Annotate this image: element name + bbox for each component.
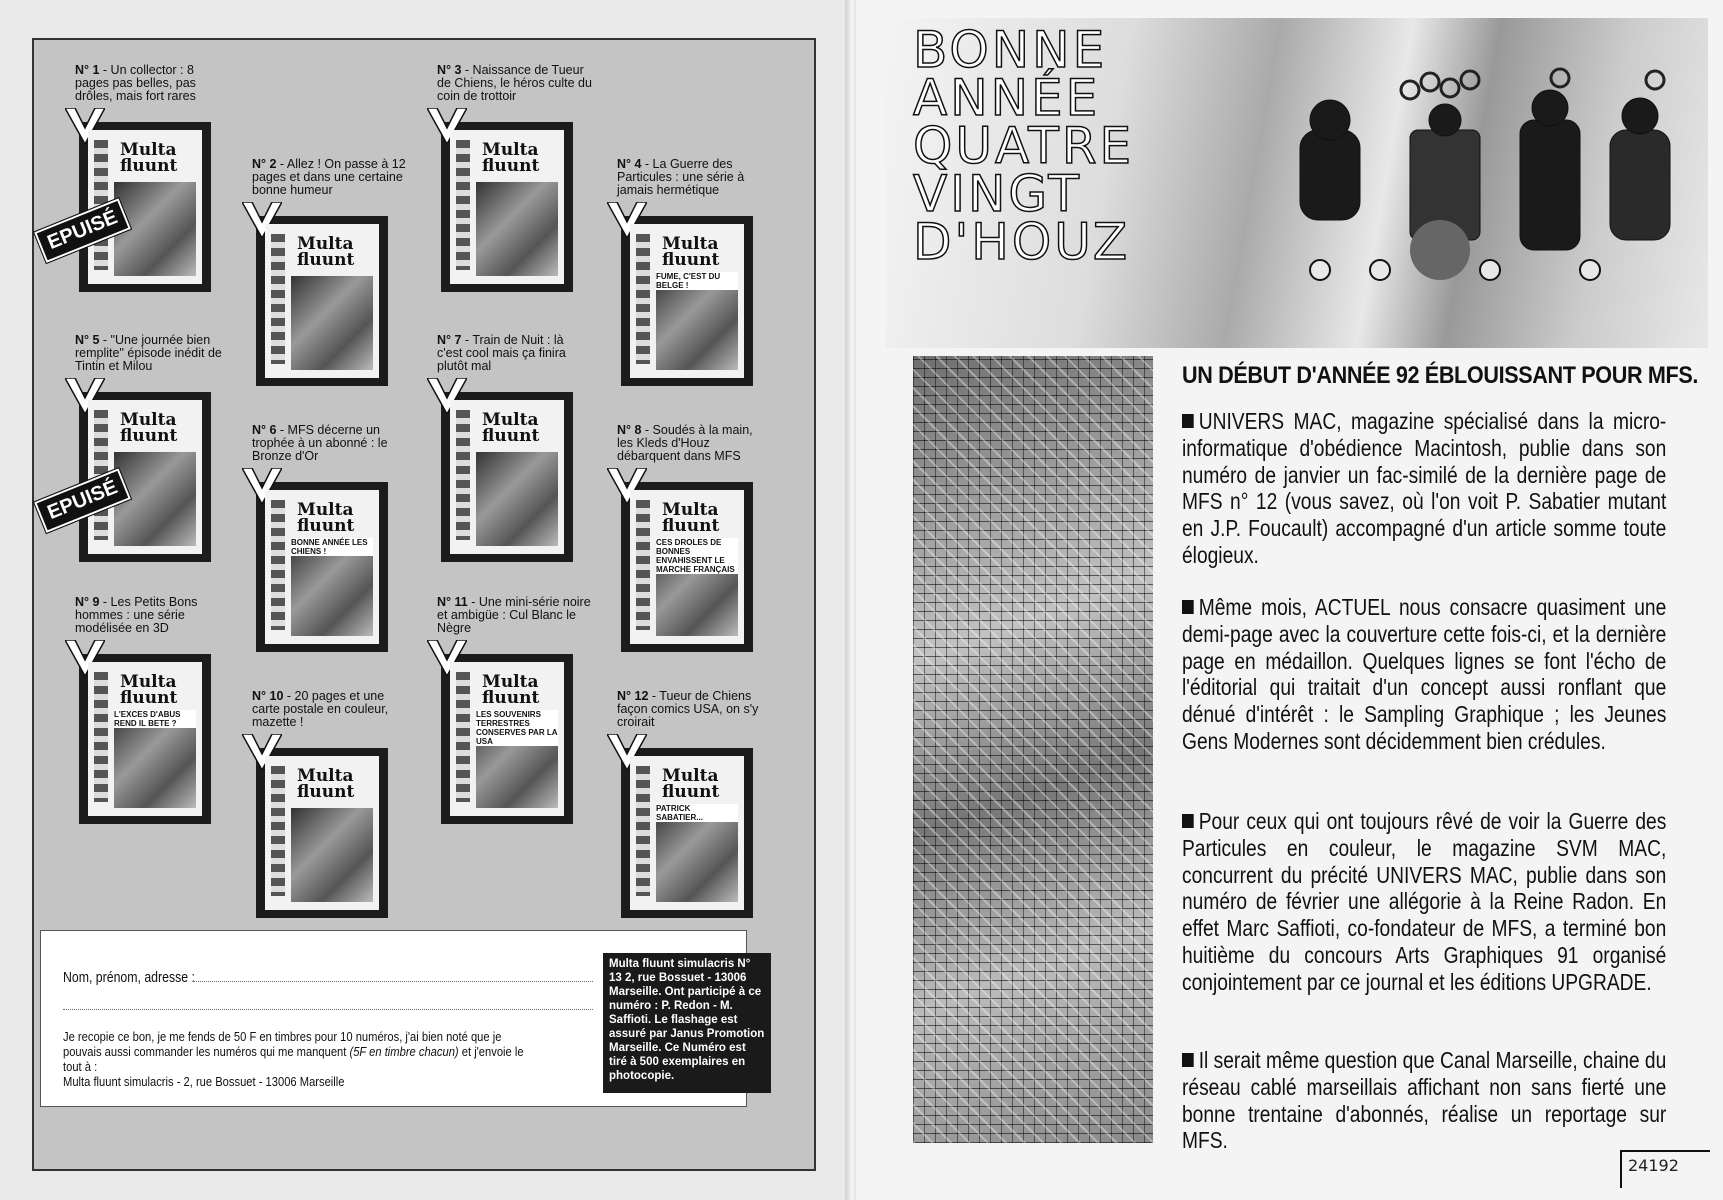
coupon-address-line-2 [63, 1009, 593, 1010]
issue-number: N° 6 [252, 423, 277, 437]
issue-description: - Naissance de Tueur de Chiens, le héros culte du coin de trottoir [437, 63, 592, 103]
cover-logo-line: fluunt [297, 782, 355, 802]
coupon-address-line [193, 981, 593, 982]
cover-logo-line: Multa [120, 410, 177, 430]
cover-logo [120, 142, 198, 174]
header-line: D'HOUZ [913, 213, 1131, 271]
header-line: QUATRE [913, 117, 1135, 175]
cover-logo-line: fluunt [482, 426, 540, 446]
texture-image [913, 356, 1153, 1143]
cover-logo-line: fluunt [482, 688, 540, 708]
cover-sidebar [456, 410, 470, 540]
cover-logo-line: fluunt [482, 156, 540, 176]
issue-caption [252, 158, 407, 197]
paragraph-text: UNIVERS MAC, magazine spécialisé dans la micro-informatique d'obédience Macintosh, publie dans son numéro de janvier un fac-similé de la dernière page de MFS n° 12 (vous savez, où l'on voit P. Sabatier mutant en J.P. Foucault) accompagné d'un article somme toute élogieux. [1182, 408, 1667, 568]
cover-logo [297, 502, 375, 534]
cover-page [450, 400, 564, 554]
cover-sidebar [636, 766, 650, 896]
coupon-body-text-2: et j'envoie le tout à : [63, 1044, 524, 1074]
credits-box: Multa fluunt simulacris N° 13 2, rue Bossuet - 13006 Marseille. Ont participé à ce numéro : P. Redon - M. Saffioti. Le flashage est assuré par Janus Promotion Marseille. Ce Numéro est tiré à 500 exemplaires en photocopie. [603, 953, 771, 1093]
issue-caption [437, 64, 592, 103]
cover-logo-line: Multa [482, 672, 539, 692]
issue-number: N° 5 [75, 333, 100, 347]
issue-cover [441, 654, 573, 824]
cover-sidebar [636, 500, 650, 630]
issue-number: N° 8 [617, 423, 642, 437]
cover-page [450, 662, 564, 816]
article-paragraph [1182, 808, 1666, 996]
cover-logo-line: Multa [297, 500, 354, 520]
issue-description: - Une mini-série noire et ambigüe : Cul Blanc le Nègre [437, 595, 591, 635]
cover-logo [662, 236, 740, 268]
article-paragraph [1182, 408, 1666, 569]
paragraph-text: Il serait même question que Canal Marseille, chaine du réseau cablé marseillais affichant non sans fierté une bonne trentaine d'abonnés, réalise un reportage sur MFS. [1182, 1047, 1667, 1154]
issue-number: N° 12 [617, 689, 649, 703]
issue-description: - Tueur de Chiens façon comics USA, on s'y croirait [617, 689, 759, 729]
issue-description: - Soudés à la main, les Kleds d'Houz débarquent dans MFS [617, 423, 753, 463]
cover-page [88, 662, 202, 816]
issue-description: - La Guerre des Particules : une série à jamais hermétique [617, 157, 745, 197]
issue-cover [256, 482, 388, 652]
left-page [0, 0, 850, 1200]
issue-cover [256, 216, 388, 386]
issue-description: - Train de Nuit : là c'est cool mais ça finira plutôt mal [437, 333, 566, 373]
cover-logo [482, 142, 560, 174]
cover-logo-line: Multa [662, 234, 719, 254]
cover-logo-line: fluunt [120, 688, 178, 708]
cover-page [630, 756, 744, 910]
header-line: BONNE [913, 21, 1108, 79]
article-paragraph [1182, 594, 1666, 755]
cover-page [265, 756, 379, 910]
header-title [913, 21, 1135, 271]
cover-photo [476, 182, 558, 276]
cover-logo-line: Multa [120, 672, 177, 692]
bullet-square [1182, 414, 1194, 428]
cover-logo-line: fluunt [297, 250, 355, 270]
cover-logo-line: fluunt [297, 516, 355, 536]
issue-description: - 20 pages et une carte postale en couleur, mazette ! [252, 689, 389, 729]
cover-logo-line: fluunt [120, 426, 178, 446]
issue-caption [75, 64, 230, 103]
bullet-square [1182, 814, 1194, 828]
cover-logo [120, 674, 198, 706]
cover-page [630, 224, 744, 378]
cover-logo [297, 236, 375, 268]
cover-photo [476, 452, 558, 546]
cover-photo [656, 276, 738, 370]
issue-cover [441, 122, 573, 292]
issue-number: N° 2 [252, 157, 277, 171]
cover-logo-line: Multa [120, 140, 177, 160]
cover-headline: BONNE ANNÉE LES CHIENS ! [291, 538, 373, 556]
cover-photo [656, 808, 738, 902]
issue-number: N° 10 [252, 689, 284, 703]
coupon-address: Multa fluunt simulacris - 2, rue Bossuet - 13006 Marseille [63, 1074, 345, 1089]
cover-photo [291, 276, 373, 370]
cover-sidebar [636, 234, 650, 364]
cover-logo-line: Multa [482, 410, 539, 430]
order-coupon [40, 930, 765, 1107]
issue-cover [441, 392, 573, 562]
coupon-body-italic: (5F en timbre chacun) [349, 1044, 459, 1059]
cover-logo [662, 502, 740, 534]
paragraph-text: Pour ceux qui ont toujours rêvé de voir la Guerre des Particules en couleur, le magazine SVM MAC, concurrent du précité UNIVERS MAC, publie dans son numéro de février une allégorie à la Reine Radon. En effet Marc Saffioti, co-fondateur de MFS, a terminé bon huitième du concours Arts Graphiques 91 organisé conjointement par ce journal et les éditions UPGRADE. [1182, 808, 1667, 995]
cover-logo-line: Multa [482, 140, 539, 160]
cover-headline: L'EXCES D'ABUS REND IL BETE ? [114, 710, 196, 728]
issue-number: N° 11 [437, 595, 468, 609]
issue-number: N° 1 [75, 63, 100, 77]
issue-cover [79, 654, 211, 824]
issue-description: - Allez ! On passe à 12 pages et dans une certaine bonne humeur [252, 157, 406, 197]
header-line: VINGT [913, 165, 1082, 223]
sold-out-badge: EPUISÉ [34, 198, 131, 263]
archive-stamp: 24192 [1620, 1150, 1710, 1188]
bullet-square [1182, 1053, 1194, 1067]
issue-caption [617, 424, 772, 463]
issue-caption [617, 690, 772, 729]
cover-logo-line: Multa [297, 234, 354, 254]
cover-page [265, 490, 379, 644]
cover-page [265, 224, 379, 378]
cover-photo [291, 808, 373, 902]
cover-logo-line: Multa [297, 766, 354, 786]
bullet-square [1182, 600, 1194, 614]
issue-number: N° 4 [617, 157, 642, 171]
cover-headline: PATRICK SABATIER... [656, 804, 738, 822]
cover-logo [120, 412, 198, 444]
cover-page [450, 130, 564, 284]
cover-photo [114, 714, 196, 808]
cover-logo [482, 674, 560, 706]
coupon-body [63, 1029, 527, 1089]
issue-cover [621, 748, 753, 918]
issue-description: - "Une journée bien remplite" épisode inédit de Tintin et Milou [75, 333, 222, 373]
article-title: UN DÉBUT D'ANNÉE 92 ÉBLOUISSANT POUR MFS. [1182, 362, 1699, 389]
issue-number: N° 9 [75, 595, 100, 609]
issue-caption [617, 158, 772, 197]
cover-sidebar [456, 672, 470, 802]
cover-logo-line: Multa [662, 500, 719, 520]
cover-headline: LES SOUVENIRS TERRESTRES CONSERVES PAR LA USA [476, 710, 558, 746]
cover-logo-line: fluunt [662, 250, 720, 270]
issue-caption [252, 424, 407, 463]
robots-illustration [1260, 60, 1700, 300]
cover-logo-line: fluunt [662, 516, 720, 536]
issue-caption [252, 690, 407, 729]
cover-logo [482, 412, 560, 444]
issue-caption [437, 334, 592, 373]
sold-out-badge: EPUISÉ [34, 468, 131, 533]
cover-headline: FUME, C'EST DU BELGE ! [656, 272, 738, 290]
cover-sidebar [271, 500, 285, 630]
issue-cover [256, 748, 388, 918]
issue-description: - Un collector : 8 pages pas belles, pas drôles, mais fort rares [75, 63, 196, 103]
cover-logo-line: fluunt [662, 782, 720, 802]
cover-logo-line: fluunt [120, 156, 178, 176]
coupon-body-text: Je recopie ce bon, je me fends de 50 F en timbres pour 10 numéros, j'ai bien noté que je pouvais aussi commander les numéros qui me manquent [63, 1029, 502, 1059]
header-line: ANNÉE [913, 69, 1101, 127]
coupon-field-label: Nom, prénom, adresse : [63, 969, 195, 986]
issue-cover [621, 216, 753, 386]
cover-page [630, 490, 744, 644]
cover-logo-line: Multa [662, 766, 719, 786]
article-paragraph [1182, 1047, 1666, 1154]
cover-sidebar [271, 234, 285, 364]
issue-number: N° 3 [437, 63, 462, 77]
cover-photo [291, 542, 373, 636]
cover-logo [297, 768, 375, 800]
cover-logo [662, 768, 740, 800]
issue-cover [621, 482, 753, 652]
issue-description: - Les Petits Bons hommes : une série modélisée en 3D [75, 595, 198, 635]
issue-description: - MFS décerne un trophée à un abonné : le Bronze d'Or [252, 423, 388, 463]
cover-sidebar [456, 140, 470, 270]
issue-caption [75, 334, 230, 373]
issue-caption [75, 596, 230, 635]
cover-headline: CES DROLES DE BONNES ENVAHISSENT LE MARCHE FRANÇAIS [656, 538, 738, 574]
cover-sidebar [94, 672, 108, 802]
paragraph-text: Même mois, ACTUEL nous consacre quasiment une demi-page avec la couverture cette fois-ci, et la dernière page en médaillon. Quelques lignes se font l'écho de l'éditorial qui traitait d'un concept aussi ronflant que dénué d'intérêt : le Sampling Graphique ; les Jeunes Gens Modernes sont décidemment bien crédules. [1182, 594, 1667, 754]
cover-sidebar [271, 766, 285, 896]
issue-caption [437, 596, 592, 635]
issue-number: N° 7 [437, 333, 462, 347]
